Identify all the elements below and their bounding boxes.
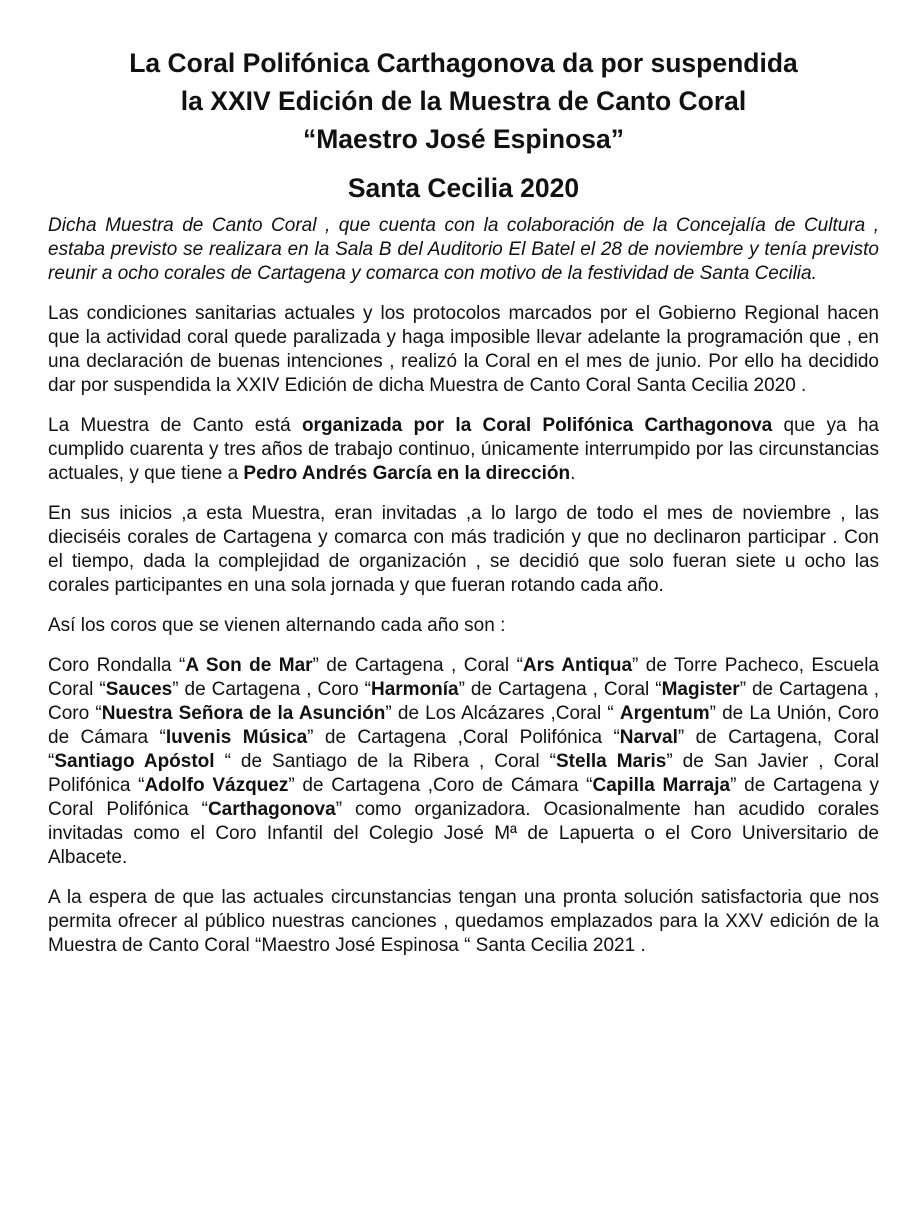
choir-name: Narval (619, 727, 678, 748)
paragraph-choirs-intro: Así los coros que se vienen alternando cada año son : (48, 615, 506, 636)
paragraph-closing: A la espera de que las actuales circunstancias tengan una pronta solución satisfactoria que nos permita ofrecer al público nuestras canciones , quedamos emplazados para la XXV edición de la Muestra de Canto Coral “Maestro José Espinosa “ Santa Cecilia 2021 . (48, 887, 879, 956)
bold-run: organizada por la Coral Polifónica Carthagonova (301, 415, 773, 436)
text-run: ” de Cartagena ,Coral Polifónica “ (307, 727, 620, 748)
text-run: La Muestra de Canto está (48, 415, 302, 436)
text-run: ” de Cartagena ,Coro de Cámara “ (288, 775, 593, 796)
choir-name: Nuestra Señora de la Asunción (101, 703, 386, 724)
paragraph-organization (48, 414, 879, 486)
title-line-2: la XXIV Edición de la Muestra de Canto Coral (180, 86, 747, 116)
text-run: ” de Cartagena , Coro “ (172, 679, 371, 700)
choir-name: Argentum (619, 703, 710, 724)
choir-name: Harmonía (370, 679, 459, 700)
text-run: ” de Cartagena, Coral “ (48, 727, 879, 772)
choir-name: Ars Antiqua (522, 655, 633, 676)
text-run: “ de Santiago de la Ribera , Coral “ (214, 751, 556, 772)
paragraph-history: En sus inicios ,a esta Muestra, eran invitadas ,a lo largo de todo el mes de noviembre , las dieciséis corales de Cartagena y comarca con más tradición y que no declinaron participar . Con el tiempo, dada la complejidad de organización , se decidió que solo fueran siete u ocho las corales participantes en una sola jornada y que fueran rotando cada año. (48, 503, 879, 596)
document-page (48, 44, 879, 958)
text-run: ” de Cartagena , Coral “ (458, 679, 662, 700)
document-title (48, 44, 879, 158)
text-run: ” de Torre Pacheco, Escuela Coral “ (48, 655, 879, 700)
choir-name: Iuvenis Música (165, 727, 308, 748)
title-line-3: “Maestro José Espinosa” (302, 124, 625, 154)
text-run: Coro Rondalla “ (48, 655, 186, 676)
text-run: ” de Cartagena , Coro “ (48, 679, 880, 724)
choir-name: Carthagonova (207, 799, 336, 820)
text-run: ” como organizadora. Ocasionalmente han acudido corales invitadas como el Coro Infantil del Colegio José Mª de Lapuerta o el Coro Universitario de Albacete. (48, 799, 879, 868)
choir-name: A Son de Mar (185, 655, 313, 676)
document-subtitle: Santa Cecilia 2020 (347, 173, 580, 203)
text-run: ” de Cartagena y Coral Polifónica “ (48, 775, 880, 820)
choir-name: Santiago Apóstol (54, 751, 215, 772)
choir-name: Adolfo Vázquez (144, 775, 289, 796)
choir-name: Stella Maris (556, 751, 667, 772)
text-run: ” de San Javier , Coral Polifónica “ (48, 751, 879, 796)
text-run: . (570, 463, 576, 484)
title-line-1: La Coral Polifónica Carthagonova da por suspendida (129, 48, 798, 78)
paragraph-choirs-list (48, 654, 879, 870)
text-run: ” de La Unión, Coro de Cámara “ (48, 703, 879, 748)
paragraph-conditions: Las condiciones sanitarias actuales y los protocolos marcados por el Gobierno Regional hacen que la actividad coral quede paralizada y haga imposible llevar adelante la programación que , en una declaración de buenas intenciones , realizó la Coral en el mes de junio. Por ello ha decidido dar por suspendida la XXIV Edición de dicha Muestra de Canto Coral Santa Cecilia 2020 . (48, 303, 879, 396)
choir-name: Sauces (105, 679, 173, 700)
text-run: ” de Cartagena , Coral “ (312, 655, 523, 676)
choir-name: Magister (661, 679, 740, 700)
choir-name: Capilla Marraja (592, 775, 731, 796)
bold-run: Pedro Andrés García en la dirección (243, 463, 571, 484)
text-run: que ya ha cumplido cuarenta y tres años de trabajo continuo, únicamente interrumpido por las circunstancias actuales, y que tiene a (48, 415, 879, 484)
text-run: ” de Los Alcázares ,Coral “ (385, 703, 620, 724)
intro-paragraph: Dicha Muestra de Canto Coral , que cuenta con la colaboración de la Concejalía de Cultura , estaba previsto se realizara en la Sala B del Auditorio El Batel el 28 de noviembre y tenía previsto reunir a ocho corales de Cartagena y comarca con motivo de la festividad de Santa Cecilia. (48, 215, 879, 284)
